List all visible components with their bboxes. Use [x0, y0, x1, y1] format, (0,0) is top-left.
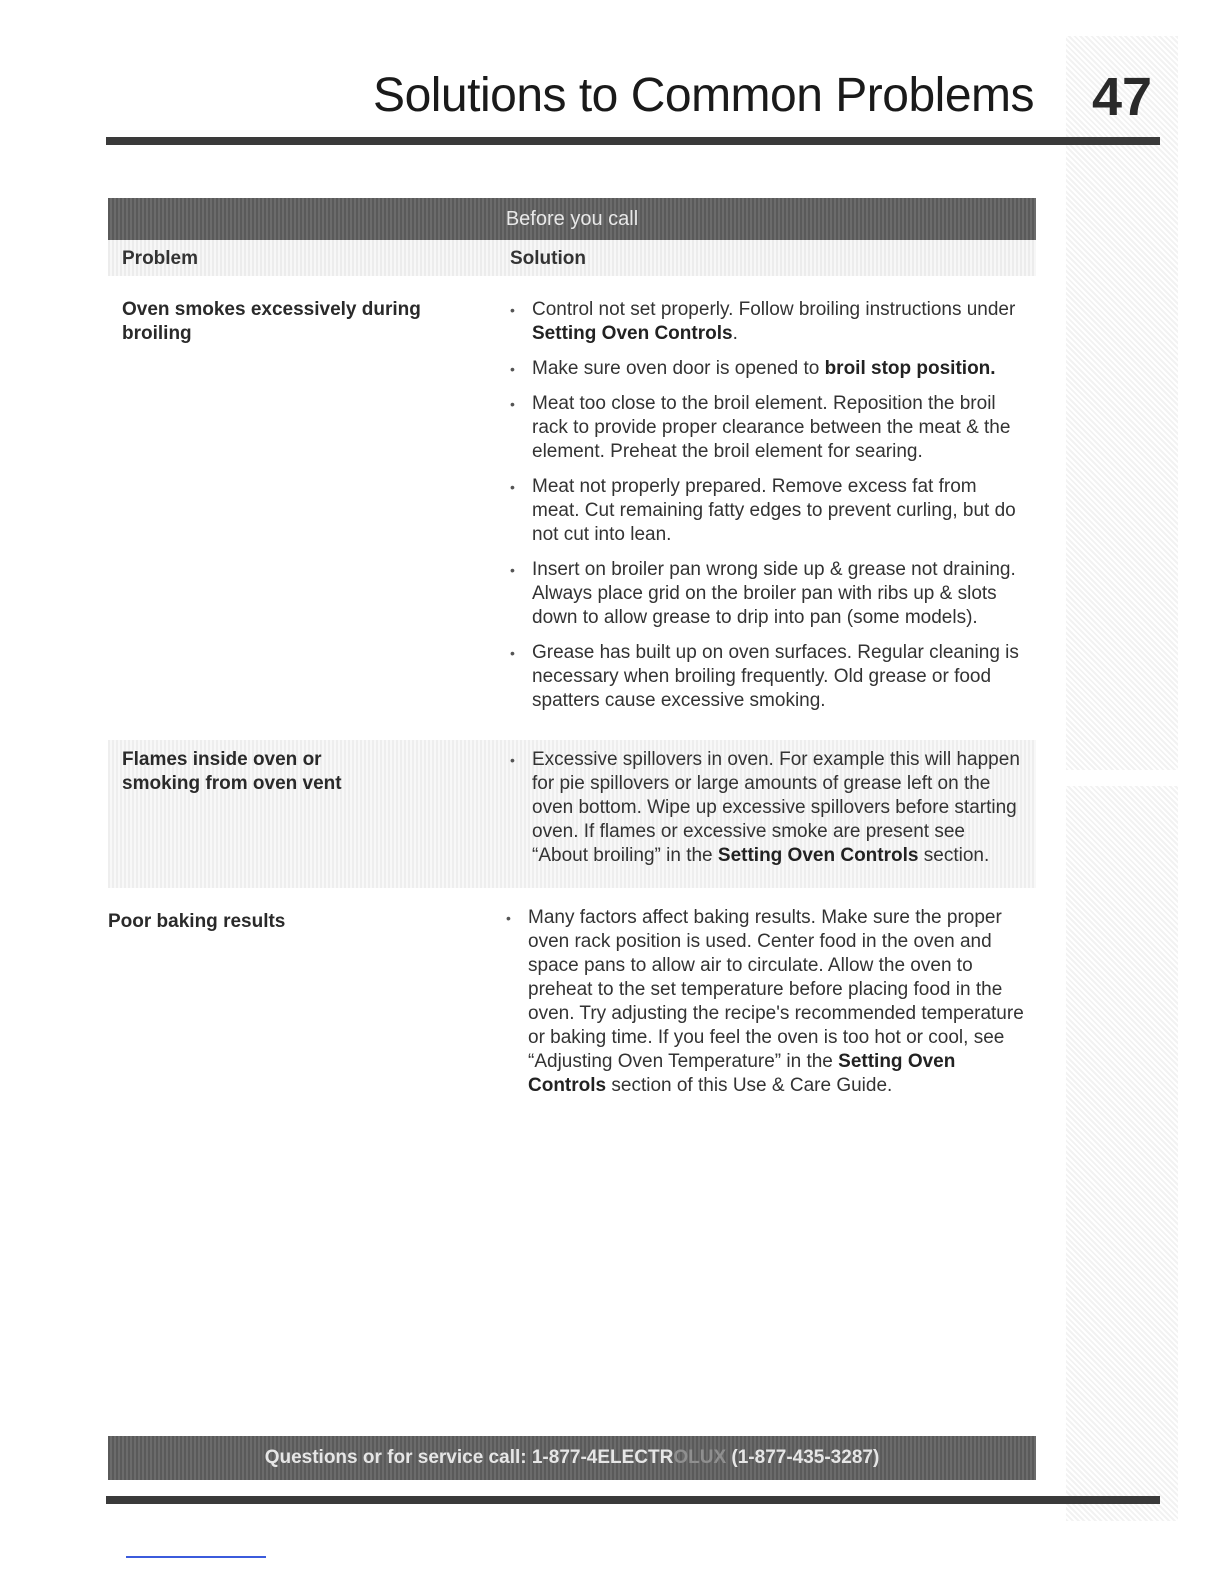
page-number: 47	[1091, 67, 1153, 127]
solution-list	[508, 748, 1026, 879]
table-header-row	[108, 240, 1036, 276]
problem-label: Poor baking results	[108, 911, 286, 932]
solution-item: • Insert on broiler pan wrong side up & grease not draining. Always place grid on the broiler pan with ribs up & slots down to allow grease to drip into pan (some models).	[508, 558, 1026, 630]
solution-item: • Many factors affect baking results. Make sure the proper oven rack position is used. Center food in the oven and space pans to allow air to circulate. Allow the oven to preheat to the set temperature before placing food in the oven. Try adjusting the recipe's recommended temperature or baking time. If you feel the oven is too hot or cool, see “Adjusting Oven Temperature” in the Setting Oven Controls section of this Use & Care Guide.	[504, 906, 1036, 1098]
problem-label: Oven smokes excessively during broiling	[122, 299, 421, 344]
side-tab-upper	[1066, 36, 1178, 770]
top-divider	[106, 137, 1160, 145]
solution-list	[504, 906, 1036, 1109]
solution-item: • Make sure oven door is opened to broil stop position.	[508, 357, 1026, 381]
service-call-number: (1-877-435-3287)	[726, 1447, 880, 1468]
service-call-banner	[108, 1436, 1036, 1480]
solution-item: • Meat not properly prepared. Remove excess fat from meat. Cut remaining fatty edges to prevent curling, but do not cut into lean.	[508, 475, 1026, 547]
bottom-divider	[106, 1496, 1160, 1504]
service-call-text: Questions or for service call: 1-877-4ELECTR	[264, 1447, 674, 1468]
solution-item: • Grease has built up on oven surfaces. Regular cleaning is necessary when broiling frequently. Old grease or food spatters cause excessive smoking.	[508, 641, 1026, 713]
solution-list	[508, 298, 1026, 724]
table-banner: Before you call	[108, 198, 1036, 240]
side-tab-lower	[1066, 786, 1178, 1521]
solution-item: • Control not set properly. Follow broiling instructions under Setting Oven Controls.	[508, 298, 1026, 346]
table-row	[108, 740, 1036, 888]
column-header-solution: Solution	[510, 248, 586, 269]
table-row	[100, 898, 1040, 1108]
table-row	[108, 288, 1036, 740]
problem-label: Flames inside oven or smoking from oven vent	[122, 749, 342, 794]
solution-item: • Excessive spillovers in oven. For example this will happen for pie spillovers or large amounts of grease left on the oven bottom. Wipe up excessive spillovers before starting oven. If flames or excessive smoke are present see “About broiling” in the Setting Oven Controls section.	[508, 748, 1026, 868]
solution-item: • Meat too close to the broil element. Reposition the broil rack to provide proper clearance between the meat & the element. Preheat the broil element for searing.	[508, 392, 1026, 464]
brand-faded-text: OLUX	[673, 1447, 727, 1468]
column-header-problem: Problem	[122, 248, 199, 269]
page-title: Solutions to Common Problems	[373, 69, 1034, 122]
scan-artifact-line	[126, 1556, 266, 1558]
